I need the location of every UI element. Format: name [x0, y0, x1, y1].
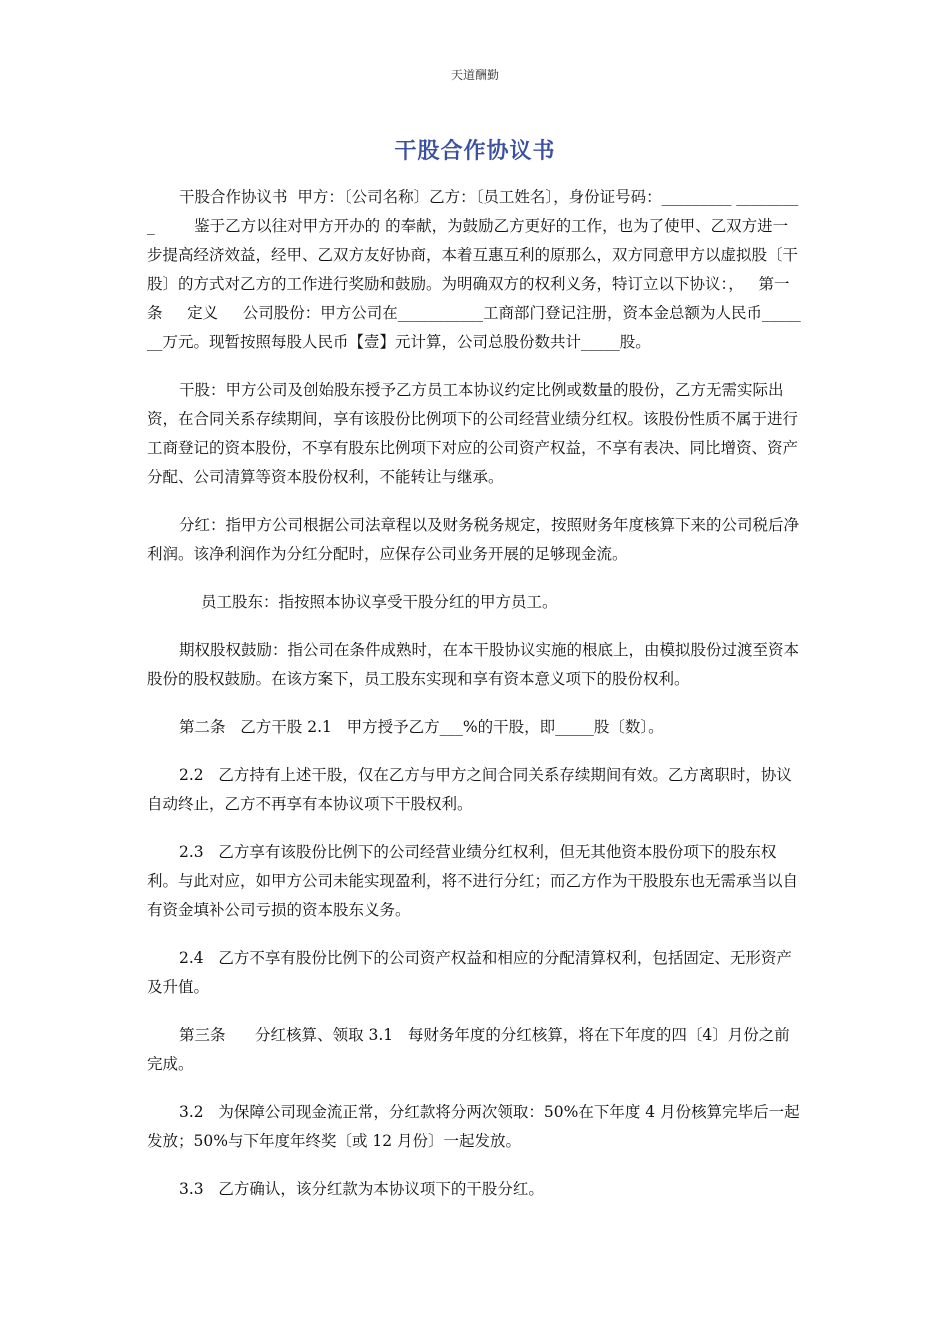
paragraph-article-2-4: 2.4 乙方不享有股份比例下的公司资产权益和相应的分配清算权利，包括固定、无形资产及升值。	[147, 949, 792, 996]
paragraph-article-3-1: 第三条 分红核算、领取 3.1 每财务年度的分红核算，将在下年度的四〔4〕月份之前完成。	[147, 1026, 790, 1073]
paragraph-article-2-2: 2.2 乙方持有上述干股，仅在乙方与甲方之间合同关系存续期间有效。乙方离职时，协议自动终止，乙方不再享有本协议项下干股权利。	[147, 766, 792, 813]
paragraph-definition-dividend: 分红：指甲方公司根据公司法章程以及财务税务规定，按照财务年度核算下来的公司税后净利润。该净利润作为分红分配时，应保存公司业务开展的足够现金流。	[147, 516, 800, 563]
paragraph-preamble: 干股合作协议书 甲方：〔公司名称〕乙方：〔员工姓名〕，身份证号码：_________ _________ 鉴于乙方以往对甲方开办的 的奉献，为鼓励乙方更好的工作，也为了使甲、乙双方进一步提高经济效益，经甲、乙双方友好协商，本着互惠互利的原那么，双方同意甲方以虚拟股〔干股〕的方式对乙方的工作进行奖励和鼓励。为明确双方的权利义务，特订立以下协议：， 第一条 定义 公司股份：甲方公司在___________工商部门登记注册，资本金总额为人民币_______万元。现暂按照每股人民币【壹】元计算，公司总股份数共计_____股。	[147, 188, 801, 351]
paragraph-definition-dry-shares: 干股：甲方公司及创始股东授予乙方员工本协议约定比例或数量的股份，乙方无需实际出资，在合同关系存续期间，享有该股份比例项下的公司经营业绩分红权。该股份性质不属于进行工商登记的资本股份，不享有股东比例项下对应的公司资产权益，不享有表决、同比增资、资产分配、公司清算等资本股份权利，不能转让与继承。	[147, 381, 799, 486]
paragraph-definition-option-incentive: 期权股权鼓励：指公司在条件成熟时，在本干股协议实施的根底上，由模拟股份过渡至资本股份的股权鼓励。在该方案下，员工股东实现和享有资本意义项下的股份权利。	[147, 641, 800, 688]
paragraph-article-2-3: 2.3 乙方享有该股份比例下的公司经营业绩分红权利，但无其他资本股份项下的股东权利。与此对应，如甲方公司未能实现盈利，将不进行分红；而乙方作为干股股东也无需承当以自有资金填补公司亏损的资本股东义务。	[147, 843, 799, 919]
page-header: 天道酬勤	[450, 68, 499, 82]
document-title: 干股合作协议书	[394, 139, 556, 164]
paragraph-article-3-3: 3.3 乙方确认，该分红款为本协议项下的干股分红。	[179, 1180, 544, 1198]
paragraph-article-3-2: 3.2 为保障公司现金流正常，分红款将分两次领取：50%在下年度 4 月份核算完毕后一起发放；50%与下年度年终奖〔或 12 月份〕一起发放。	[147, 1103, 800, 1150]
document-body	[147, 183, 802, 1223]
paragraph-definition-employee-shareholder: 员工股东：指按照本协议享受干股分红的甲方员工。	[201, 593, 558, 611]
paragraph-article-2-1: 第二条 乙方干股 2.1 甲方授予乙方___%的干股，即_____股〔数〕。	[179, 718, 664, 736]
